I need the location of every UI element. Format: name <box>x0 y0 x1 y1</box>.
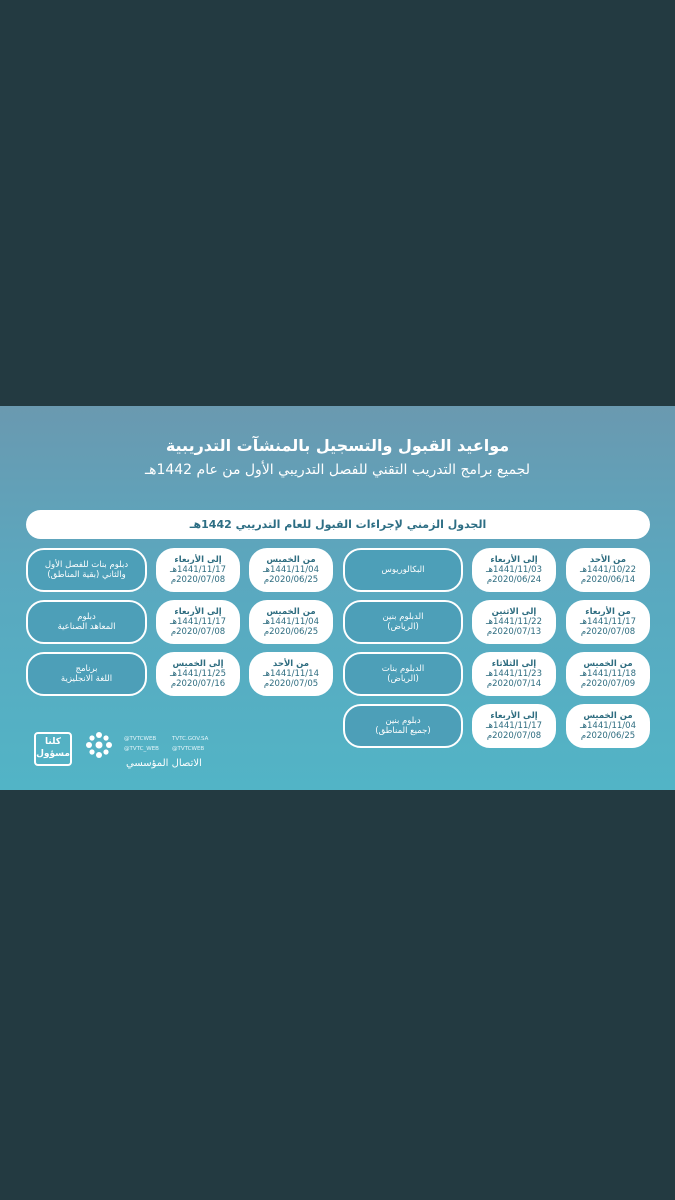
left-row-3-to: إلى الخميس 1441/11/25هـ 2020/07/16م <box>156 652 240 696</box>
schedule-header: الجدول الزمني لإجراءات القبول للعام التدريبي 1442هـ <box>26 510 650 539</box>
page-subtitle: لجميع برامج التدريب التقني للفصل التدريبي الأول من عام 1442هـ <box>144 462 531 478</box>
social-handle: @TVTCWEB <box>172 746 205 752</box>
left-row-3-program: برنامج اللغة الانجليزية <box>26 652 147 696</box>
right-row-4-from: من الخميس 1441/11/04هـ 2020/06/25م <box>566 704 650 748</box>
right-row-3-program: الدبلوم بنات (الرياض) <box>343 652 463 696</box>
org-name: الاتصال المؤسسي <box>126 758 202 769</box>
social-website: TVTC.GOV.SA <box>172 736 209 742</box>
right-row-1-from: من الأحد 1441/10/22هـ 2020/06/14م <box>566 548 650 592</box>
social-handle: @TVTCWEB <box>124 736 157 742</box>
left-row-3-from: من الأحد 1441/11/14هـ 2020/07/05م <box>249 652 333 696</box>
right-row-4-program: دبلوم بنين (جميع المناطق) <box>343 704 463 748</box>
tvtc-logo-icon <box>84 730 114 760</box>
admission-infographic <box>0 406 675 790</box>
right-row-3-from: من الخميس 1441/11/18هـ 2020/07/09م <box>566 652 650 696</box>
kollona-masoul-logo: كلنا مسؤول <box>34 732 72 766</box>
right-row-2-to: إلى الاثنين 1441/11/22هـ 2020/07/13م <box>472 600 556 644</box>
left-row-2-to: إلى الأربعاء 1441/11/17هـ 2020/07/08م <box>156 600 240 644</box>
page-title: مواعيد القبول والتسجيل بالمنشآت التدريبية <box>165 436 510 455</box>
left-row-2-from: من الخميس 1441/11/04هـ 2020/06/25م <box>249 600 333 644</box>
right-row-3-to: إلى الثلاثاء 1441/11/23هـ 2020/07/14م <box>472 652 556 696</box>
left-row-1-to: إلى الأربعاء 1441/11/17هـ 2020/07/08م <box>156 548 240 592</box>
social-handle: @TVTC_WEB <box>124 746 159 752</box>
left-row-2-program: دبلوم المعاهد الصناعية <box>26 600 147 644</box>
left-row-1-from: من الخميس 1441/11/04هـ 2020/06/25م <box>249 548 333 592</box>
right-row-2-program: الدبلوم بنين (الرياض) <box>343 600 463 644</box>
right-row-2-from: من الأربعاء 1441/11/17هـ 2020/07/08م <box>566 600 650 644</box>
right-row-1-program: البكالوريوس <box>343 548 463 592</box>
right-row-4-to: إلى الأربعاء 1441/11/17هـ 2020/07/08م <box>472 704 556 748</box>
right-row-1-to: إلى الأربعاء 1441/11/03هـ 2020/06/24م <box>472 548 556 592</box>
left-row-1-program: دبلوم بنات للفصل الأول والثاني (بقية المناطق) <box>26 548 147 592</box>
